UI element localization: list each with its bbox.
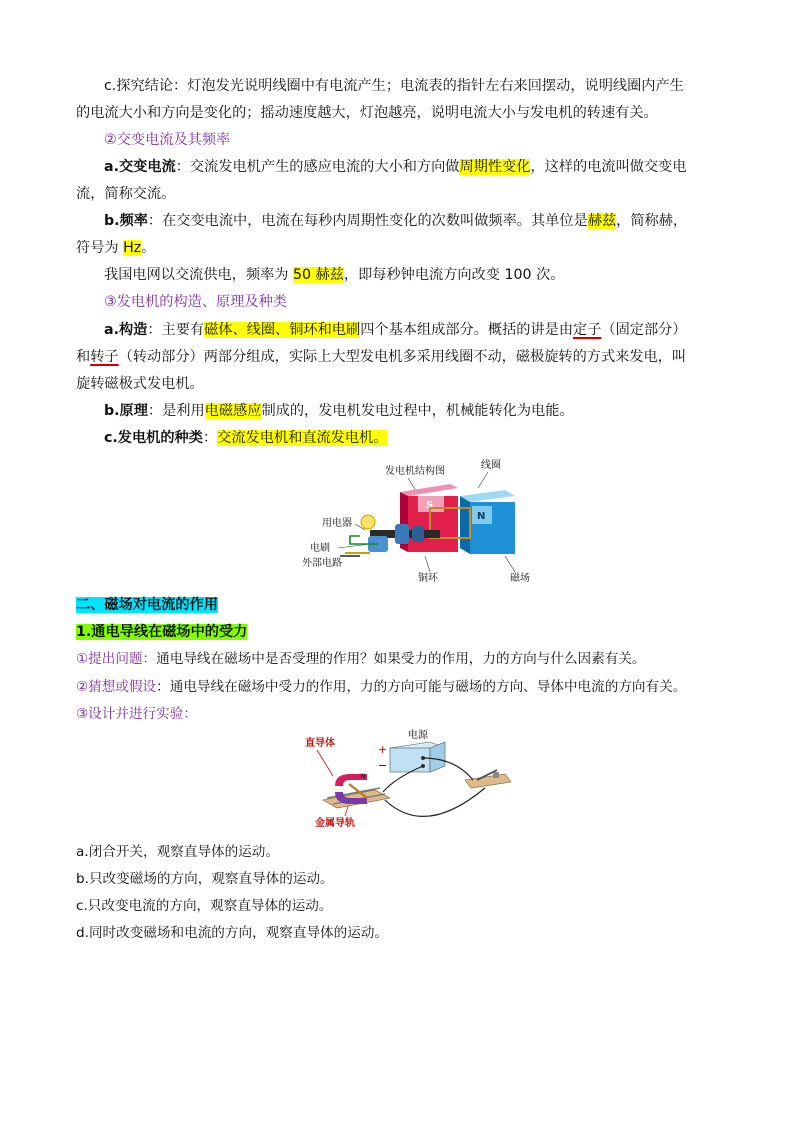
conclusion-line-1: c.探究结论：灯泡发光说明线圈中有电流产生；电流表的指针左右来回摆动，说明线圈内产生 (104, 78, 684, 94)
external-circuit-label: 外部电路 (302, 558, 342, 569)
magnetic-field-label: 磁场 (510, 573, 530, 584)
principle-label: b.原理 (104, 403, 148, 419)
structure-text: （固定部分） (601, 322, 687, 338)
frequency-text: 。 (141, 240, 156, 256)
coil-label: 线圈 (481, 460, 501, 471)
hypothesis-text: ：通电导线在磁场中受力的作用，力的方向可能与磁场的方向、导体中电流的方向有关。 (156, 679, 687, 695)
heading-generator: ③发电机的构造、原理及种类 (104, 294, 287, 310)
section-2-heading (76, 595, 218, 615)
types-label: c.发电机的种类 (104, 430, 203, 446)
structure-text: 四个基本组成部分。概括的讲是由 (360, 322, 574, 338)
frequency-line-2 (76, 238, 155, 258)
frequency-text: ：在交变电流中，电流在每秒内周期性变化的次数叫做频率。其单位是 (147, 213, 588, 229)
rotor-term: 转子 (90, 349, 119, 365)
step-c: c.只改变电流的方向，观察直导体的运动。 (76, 898, 333, 914)
grid-text: 我国电网以交流供电，频率为 (104, 267, 293, 283)
structure-line-1 (104, 320, 687, 340)
copper-ring-2 (412, 526, 424, 542)
step-d: d.同时改变磁场和电流的方向，观察直导体的运动。 (76, 925, 389, 941)
ac-label: a.交变电流 (104, 159, 176, 175)
bulb-icon (361, 515, 375, 529)
s-pole-letter: S (426, 500, 434, 511)
copper-ring (395, 524, 409, 544)
frequency-text: 符号为 (76, 240, 124, 256)
ac-text: ：交流发电机产生的感应电流的大小和方向做 (175, 159, 460, 175)
brush-label: 电刷 (310, 543, 330, 554)
subsection-1-title: 1.通电导线在磁场中的受力 (76, 624, 248, 640)
structure-line-2 (76, 347, 686, 367)
conductor-label: 直导体 (305, 738, 335, 749)
hypothesis-label: ②猜想或假设 (76, 679, 157, 695)
figure-title: 发电机结构图 (385, 466, 445, 477)
rail-label: 金属导轨 (315, 818, 355, 829)
ac-highlight: 周期性变化 (459, 159, 531, 175)
induction-highlight: 电磁感应 (204, 403, 262, 419)
types-text: ： (202, 430, 218, 446)
subsection-1-heading (76, 622, 247, 642)
question-label: ①提出问题： (76, 651, 157, 667)
ac-definition-line-2: 流，简称交流。 (76, 186, 176, 202)
power-supply (390, 742, 445, 772)
north-pole-magnet (460, 490, 515, 554)
heading-alternating-current: ②交变电流及其频率 (104, 132, 231, 148)
ac-definition-line-1 (104, 157, 687, 177)
minus-sign: − (378, 759, 388, 772)
structure-text: （转动部分）两部分组成，实际上大型发电机多采用线圈不动，磁极旋转的方式来发电，叫 (118, 349, 687, 365)
hz-highlight: Hz (123, 240, 142, 256)
structure-text: 和 (76, 349, 91, 365)
experiment-setup-diagram (305, 728, 515, 830)
types-line (104, 428, 387, 448)
ac-text: ，这样的电流叫做交变电 (530, 159, 687, 175)
principle-text: 制成的，发电机发电过程中，机械能转化为电能。 (261, 403, 574, 419)
plus-sign: + (378, 743, 388, 756)
grid-frequency-line (104, 265, 564, 285)
copper-ring-label: 铜环 (418, 573, 438, 584)
question-text: 通电导线在磁场中是否受理的作用？如果受力的作用，力的方向与什么因素有关。 (156, 651, 646, 667)
principle-line (104, 401, 574, 421)
frequency-text: ，简称赫， (616, 213, 688, 229)
principle-text: ：是利用 (147, 403, 205, 419)
frequency-line-1 (104, 211, 687, 231)
section-2-title: 二、磁场对电流的作用 (76, 597, 218, 613)
components-highlight: 磁体、线圈、铜环和电刷 (204, 322, 361, 338)
step-a: a.闭合开关，观察直导体的运动。 (76, 844, 279, 860)
structure-label: a.构造 (104, 322, 148, 338)
types-highlight: 交流发电机和直流发电机。 (217, 430, 388, 446)
fifty-hertz-highlight: 50 赫兹 (292, 267, 344, 283)
conclusion-line-2: 的电流大小和方向是变化的；摇动速度越大，灯泡越亮，说明电流大小与发电机的转速有关。 (76, 105, 658, 121)
stator-term: 定子 (573, 322, 602, 338)
generator-structure-diagram (300, 456, 540, 588)
load-label: 用电器 (322, 518, 352, 529)
power-label: 电源 (408, 730, 428, 741)
experiment-heading: ③设计并进行实验： (76, 706, 197, 722)
hypothesis-line (76, 677, 686, 697)
magnet-n-letter: N (361, 773, 366, 780)
structure-line-3: 旋转磁极式发电机。 (76, 376, 204, 392)
u-magnet (335, 773, 367, 804)
wire (385, 788, 485, 816)
hertz-highlight: 赫兹 (587, 213, 617, 229)
frequency-label: b.频率 (104, 213, 148, 229)
structure-text: ：主要有 (147, 322, 205, 338)
question-line (76, 649, 646, 669)
grid-text: ，即每秒钟电流方向改变 100 次。 (343, 267, 565, 283)
n-pole-letter: N (477, 511, 486, 522)
step-b: b.只改变磁场的方向，观察直导体的运动。 (76, 871, 334, 887)
